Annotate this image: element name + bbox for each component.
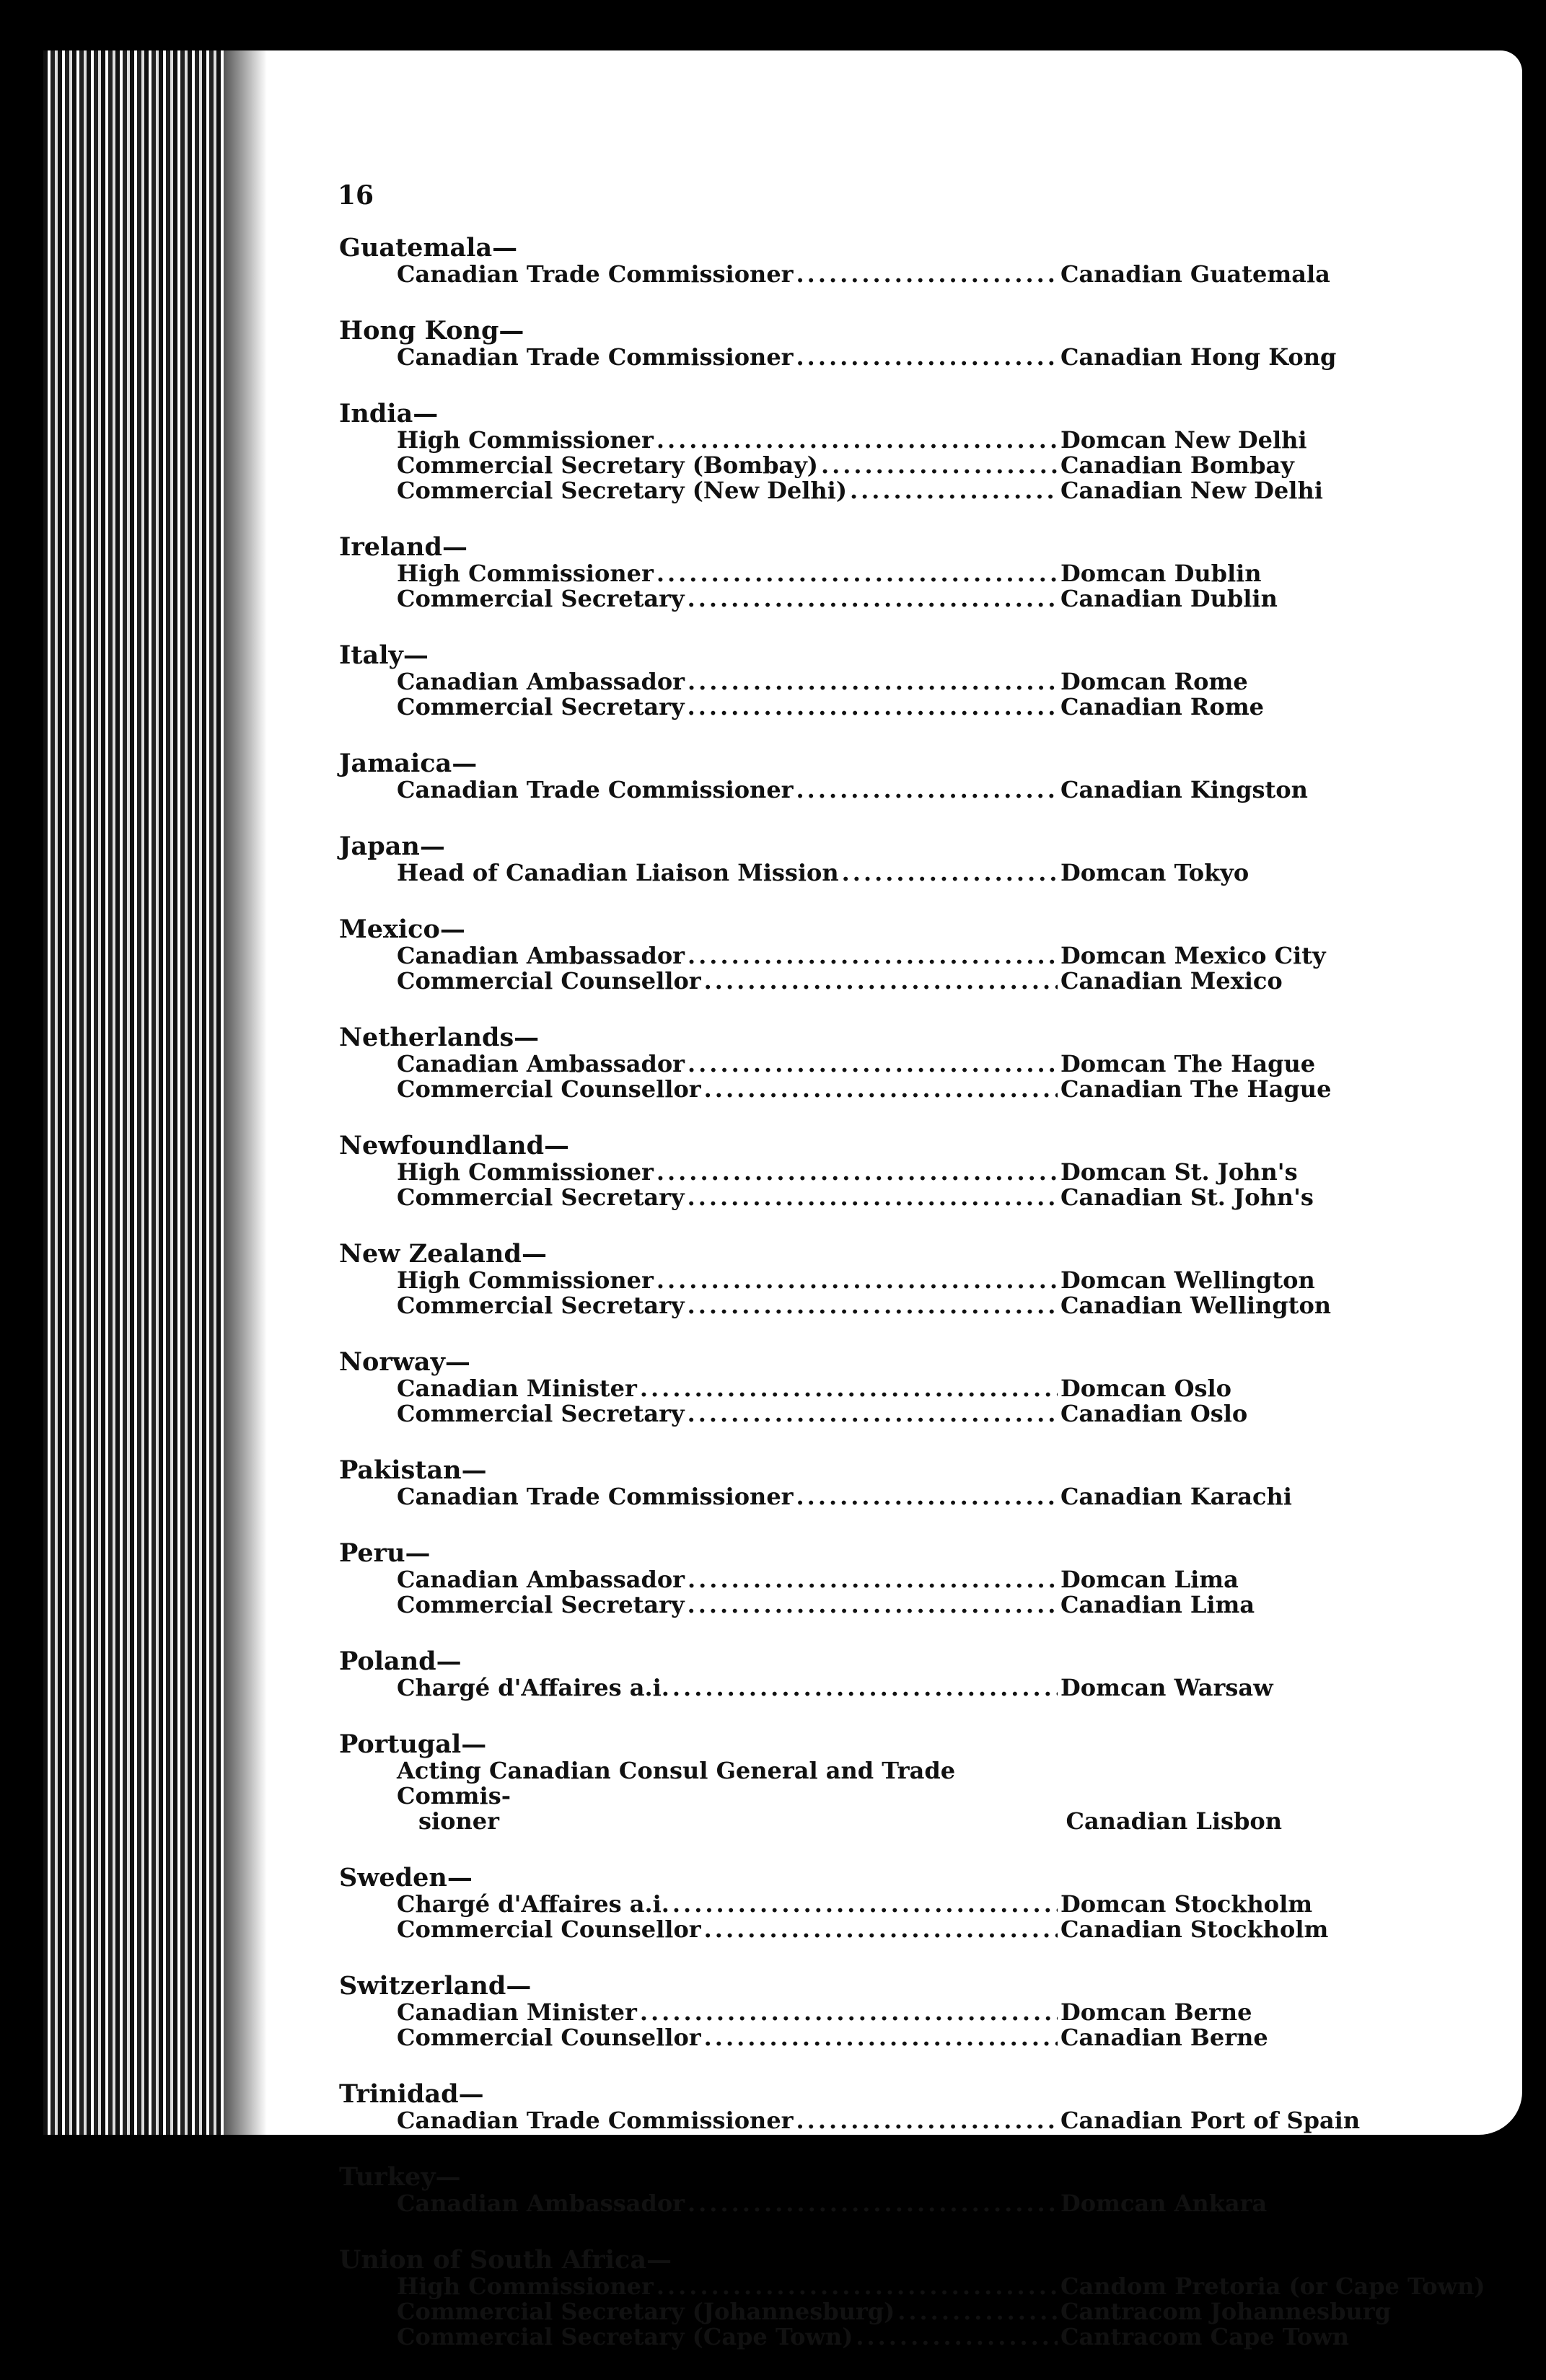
country-heading: Peru— [339,1538,431,1568]
country-entry [339,1349,1464,1427]
book-binding [43,50,224,2135]
telegraphic-address: Domcan New Delhi [1060,426,1307,454]
address-row [339,860,1464,886]
address-row [339,2108,1464,2133]
address-row [339,2273,1485,2300]
address-row [339,1401,1464,1427]
address-row [339,1185,1464,1210]
address-row [339,1592,1464,1618]
country-entry [339,317,1464,370]
country-heading: Newfoundland— [339,1131,570,1160]
country-entry [339,1132,1464,1210]
address-row [339,1484,1464,1509]
address-row [339,262,1464,287]
country-entry [339,1240,1464,1318]
address-row [339,453,1464,478]
official-title: High Commissioner [397,560,654,587]
dot-leader [856,2324,1058,2350]
telegraphic-address: Domcan Mexico City [1060,942,1326,969]
telegraphic-address: Domcan Warsaw [1060,1674,1273,1701]
address-row [339,695,1464,720]
dot-leader [704,969,1058,994]
official-title: Commercial Secretary (Johannesburg) [397,2298,895,2325]
telegraphic-address-list [339,233,1485,2380]
dot-leader [656,561,1058,586]
telegraphic-address: Canadian Berne [1060,2024,1268,2051]
telegraphic-address: Canadian Kingston [1060,776,1308,803]
address-row [339,2191,1464,2216]
country-entry [339,750,1464,803]
country-heading: Italy— [339,640,429,670]
official-title: Chargé d'Affaires a.i. [397,1890,669,1918]
telegraphic-address: Canadian Guatemala [1060,260,1330,288]
address-row [339,2299,1464,2324]
address-row [339,2025,1464,2050]
official-title: High Commissioner [397,1266,654,1294]
official-title: High Commissioner [397,2273,654,2300]
telegraphic-address: Domcan Wellington [1060,1266,1315,1294]
dot-leader [704,2025,1058,2050]
official-title: Commercial Counsellor [397,2024,701,2051]
official-title: High Commissioner [397,1158,654,1186]
telegraphic-address: Canadian St. John's [1060,1184,1314,1211]
address-row [339,561,1464,586]
country-entry [339,2081,1464,2133]
country-entry [339,1648,1464,1701]
dot-leader [672,1675,1058,1701]
country-entry [339,2245,1485,2350]
address-row [339,345,1464,370]
country-heading: Hong Kong— [339,316,524,345]
dot-leader [672,1892,1058,1917]
country-entry [339,534,1464,612]
country-entry [339,1731,1464,1834]
country-entry [339,1024,1464,1102]
telegraphic-address: Domcan St. John's [1060,1158,1298,1186]
country-heading: Portugal— [339,1729,487,1759]
dot-leader [656,1160,1058,1185]
country-heading: Union of South Africa— [339,2245,672,2275]
official-title: Canadian Trade Commissioner [397,1483,794,1510]
official-title: Canadian Trade Commissioner [397,343,794,371]
dot-leader [897,2299,1058,2324]
telegraphic-address: Domcan Berne [1060,1998,1252,2026]
official-title: Canadian Ambassador [397,668,685,695]
official-title: Canadian Trade Commissioner [397,776,794,803]
official-title: Commercial Secretary [397,585,685,612]
country-entry [339,400,1464,503]
telegraphic-address: Domcan Tokyo [1060,859,1249,886]
official-title: Commercial Secretary [397,1400,685,1427]
country-heading: India— [339,399,439,428]
dot-leader [688,1185,1058,1210]
dot-leader [688,1401,1058,1427]
official-title: Canadian Ambassador [397,1050,685,1077]
address-row [339,1077,1464,1102]
address-row [339,1758,1464,1834]
telegraphic-address: Canadian Dublin [1060,585,1278,612]
country-heading: Trinidad— [339,2079,484,2109]
telegraphic-address: Canadian Rome [1060,693,1265,720]
dot-leader [656,2274,1058,2299]
telegraphic-address: Canadian Hong Kong [1060,343,1337,371]
address-row [339,478,1464,503]
address-row [339,428,1464,453]
dot-leader [640,2000,1058,2025]
official-title: Canadian Minister [397,1998,637,2026]
address-row [339,1268,1464,1293]
official-title: Commercial Secretary [397,1292,685,1319]
dot-leader [688,1293,1058,1318]
telegraphic-address: Canadian Karachi [1060,1483,1292,1510]
official-title: Canadian Ambassador [397,2190,685,2217]
country-heading: Ireland— [339,532,467,562]
country-entry [339,2164,1464,2216]
country-heading: Japan— [339,832,445,861]
dot-leader [796,2108,1058,2133]
dot-leader [688,1052,1058,1077]
country-heading: Guatemala— [339,233,518,263]
country-entry [339,1973,1464,2050]
dot-leader [688,943,1058,969]
telegraphic-address: Canadian Bombay [1060,451,1294,479]
telegraphic-address: Cantracom Cape Town [1060,2323,1350,2350]
country-heading: Pakistan— [339,1455,487,1485]
country-heading: Norway— [339,1347,470,1377]
address-row [339,1293,1464,1318]
dot-leader [704,1077,1058,1102]
official-title: Canadian Ambassador [397,1566,685,1593]
page-number: 16 [338,180,374,211]
dot-leader [796,345,1058,370]
official-title: Commercial Counsellor [397,1916,701,1943]
telegraphic-address: Domcan Oslo [1060,1375,1231,1402]
telegraphic-address: Domcan Ankara [1060,2190,1268,2217]
official-title-continuation: sioner [418,1807,499,1835]
dot-leader [688,669,1058,695]
dot-leader [842,860,1058,886]
dot-leader [656,428,1058,453]
country-heading: New Zealand— [339,1239,547,1269]
official-title: Commercial Secretary (Cape Town) [397,2323,853,2350]
address-row [339,1917,1464,1942]
telegraphic-address: Canadian New Delhi [1060,477,1323,504]
address-row [339,2000,1464,2025]
country-entry [339,234,1464,287]
dot-leader [850,478,1058,503]
country-heading: Mexico— [339,914,465,944]
official-title: High Commissioner [397,426,654,454]
telegraphic-address: Canadian Wellington [1060,1292,1332,1319]
official-title: Canadian Minister [397,1375,637,1402]
official-title: Canadian Trade Commissioner [397,2107,794,2134]
official-title: Canadian Trade Commissioner [397,260,794,288]
dot-leader [688,586,1058,612]
official-title: Commercial Secretary (Bombay) [397,451,818,479]
official-title [397,1758,1066,1834]
country-entry [339,1864,1464,1942]
dot-leader [640,1376,1058,1401]
telegraphic-address: Domcan The Hague [1060,1050,1316,1077]
telegraphic-address: Domcan Dublin [1060,560,1262,587]
address-row [339,2324,1464,2350]
dot-leader [704,1917,1058,1942]
address-row [339,1892,1464,1917]
country-heading: Turkey— [339,2162,461,2192]
official-title: Commercial Secretary [397,1184,685,1211]
official-title: Chargé d'Affaires a.i. [397,1674,669,1701]
dot-leader [796,1484,1058,1509]
dot-leader [688,1567,1058,1592]
country-heading: Netherlands— [339,1023,540,1052]
telegraphic-address: Canadian Oslo [1060,1400,1248,1427]
dot-leader [821,453,1058,478]
official-title: Commercial Secretary [397,693,685,720]
country-entry [339,1540,1464,1618]
country-heading: Jamaica— [339,749,478,778]
telegraphic-address: Canadian Stockholm [1060,1916,1329,1943]
official-title: Canadian Ambassador [397,942,685,969]
telegraphic-address: Candom Pretoria (or Cape Town) [1060,2273,1485,2300]
address-row [339,586,1464,612]
country-entry [339,833,1464,886]
telegraphic-address: Canadian Port of Spain [1060,2107,1361,2134]
official-title: Commercial Secretary [397,1591,685,1618]
address-row [339,1052,1464,1077]
dot-leader [796,262,1058,287]
address-row [339,1160,1464,1185]
telegraphic-address: Domcan Stockholm [1060,1890,1313,1918]
official-title-line: Acting Canadian Consul General and Trade Commis- [397,1757,956,1810]
country-heading: Poland— [339,1647,462,1676]
country-entry [339,916,1464,994]
address-row [339,777,1464,803]
official-title: Commercial Counsellor [397,1075,701,1103]
official-title: Commercial Counsellor [397,967,701,995]
official-title: Commercial Secretary (New Delhi) [397,477,847,504]
address-row [339,969,1464,994]
telegraphic-address: Domcan Rome [1060,668,1248,695]
address-row [339,1567,1464,1592]
telegraphic-address: Canadian Lima [1060,1591,1255,1618]
dot-leader [688,1592,1058,1618]
country-heading: Switzerland— [339,1971,532,2001]
dot-leader [688,2191,1058,2216]
dot-leader [688,695,1058,720]
dot-leader [796,777,1058,803]
country-entry [339,1457,1464,1509]
address-row [339,1376,1464,1401]
country-heading: Sweden— [339,1863,473,1892]
telegraphic-address: Canadian Mexico [1060,967,1283,995]
telegraphic-address: Domcan Lima [1060,1566,1239,1593]
address-row [339,1675,1464,1701]
address-row [339,943,1464,969]
address-row [339,669,1464,695]
official-title: Head of Canadian Liaison Mission [397,859,839,886]
telegraphic-address: Canadian The Hague [1060,1075,1332,1103]
dot-leader [656,1268,1058,1293]
telegraphic-address: Cantracom Johannesburg [1060,2298,1391,2325]
country-entry [339,642,1464,720]
telegraphic-address: Canadian Lisbon [1066,1807,1282,1835]
